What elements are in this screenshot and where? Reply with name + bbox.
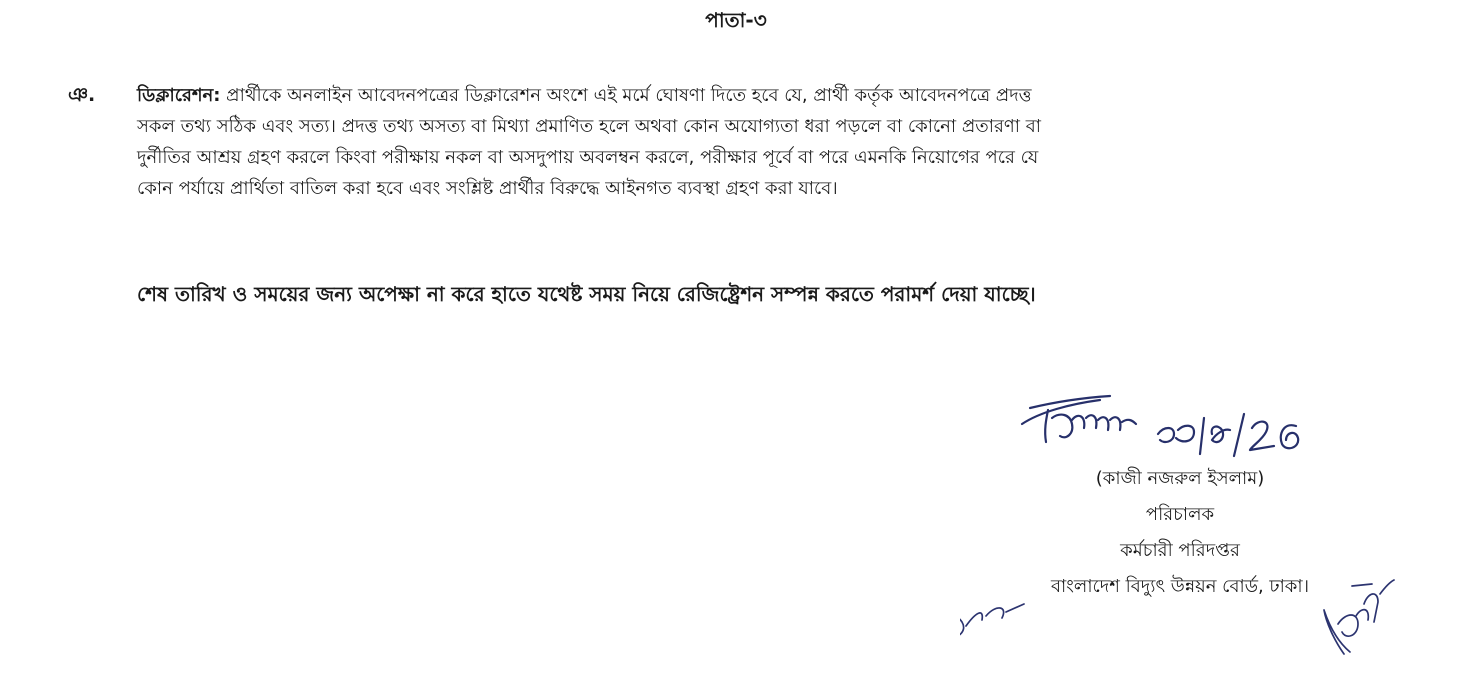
clause-line: সকল তথ্য সঠিক এবং সত্য। প্রদত্ত তথ্য অসত্য বা মিথ্যা প্রমাণিত হলে অথবা কোন অযোগ্যতা ধরা পড়লে বা কোনো প্রতারণা বা xyxy=(137,116,1041,137)
initials-left xyxy=(960,604,1024,642)
clause-line xyxy=(137,80,1407,111)
clause-line-text: প্রার্থীকে অনলাইন আবেদনপত্রের ডিক্লারেশন অংশে এই মর্মে ঘোষণা দিতে হবে যে, প্রার্থী কর্তৃক আবেদনপত্রে প্রদত্ত xyxy=(226,85,1032,106)
signatory-name: (কাজী নজরুল ইসলাম) xyxy=(1095,468,1265,489)
clause-title: ডিক্লারেশন: xyxy=(137,85,221,106)
clause-line: কোন পর্যায়ে প্রার্থিতা বাতিল করা হবে এবং সংশ্লিষ্ট প্রার্থীর বিরুদ্ধে আইনগত ব্যবস্থা গ্রহণ করা যাবে। xyxy=(137,178,838,199)
clause-body xyxy=(137,80,1407,204)
signatory-organization: বাংলাদেশ বিদ্যুৎ উন্নয়ন বোর্ড, ঢাকা। xyxy=(1050,576,1310,597)
clause-number: ঞ. xyxy=(68,84,96,106)
signatory-department: কর্মচারী পরিদপ্তর xyxy=(1120,540,1240,561)
clause-line: দুর্নীতির আশ্রয় গ্রহণ করলে কিংবা পরীক্ষায় নকল বা অসদুপায় অবলম্বন করলে, পরীক্ষার পূর্বে বা পরে এমনকি নিয়োগের পরে যে xyxy=(137,147,1039,168)
signature-block xyxy=(960,390,1420,687)
signatory-designation: পরিচালক xyxy=(1145,504,1215,525)
advice-note: শেষ তারিখ ও সময়ের জন্য অপেক্ষা না করে হাতে যথেষ্ট সময় নিয়ে রেজিষ্ট্রেশন সম্পন্ন করতে পরামর্শ দেয়া যাচ্ছে। xyxy=(137,282,1036,306)
page-number: পাতা-৩ xyxy=(705,8,767,32)
